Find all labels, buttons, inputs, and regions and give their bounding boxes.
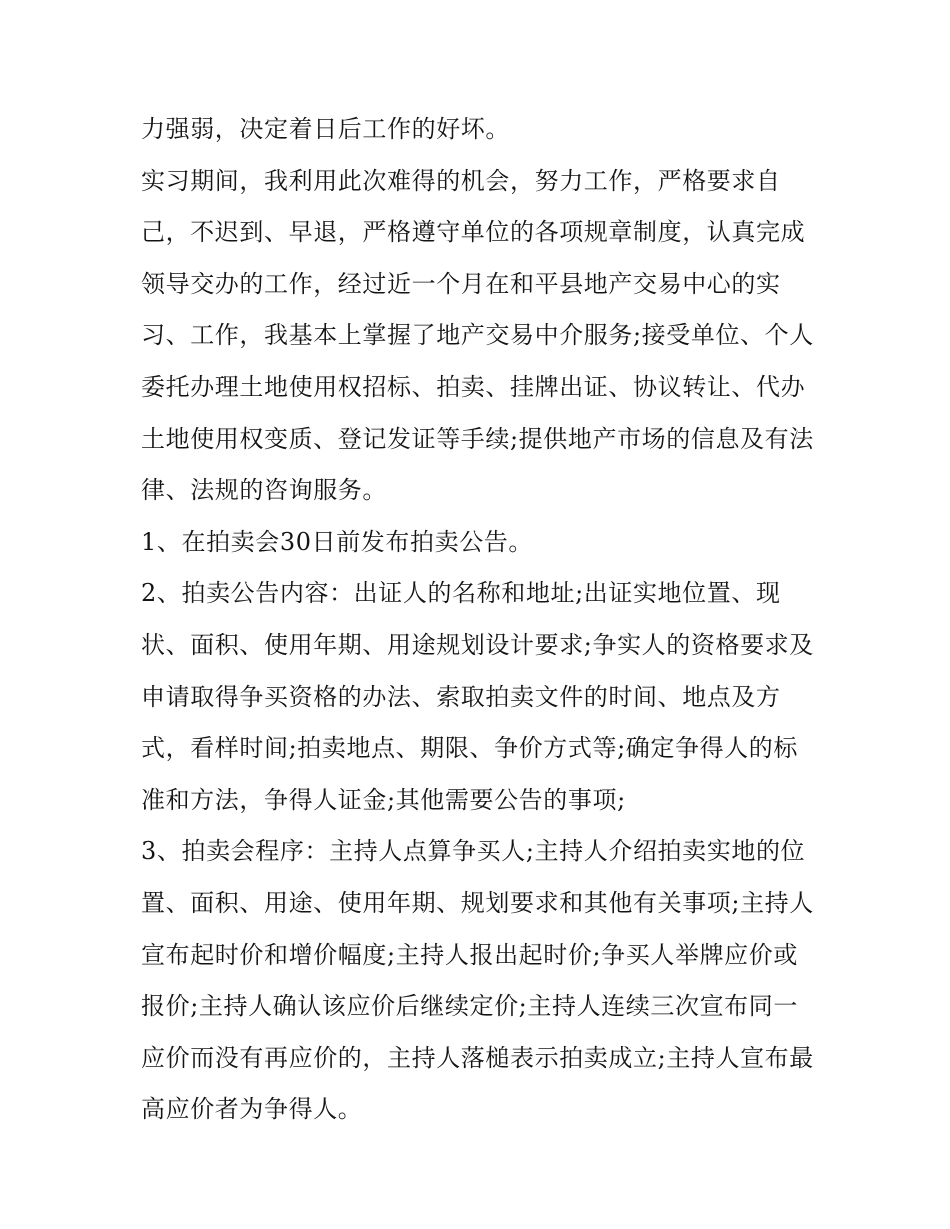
paragraph-internship-summary: 实习期间，我利用此次难得的机会，努力工作，严格要求自己，不迟到、早退，严格遵守单位的各项规章制度，认真完成领导交办的工作，经过近一个月在和平县地产交易中心的实习、工作，我基本上掌握了地产交易中介服务;接受单位、个人委托办理土地使用权招标、拍卖、挂牌出证、协议转让、代办土地使用权变质、登记发证等手续;提供地产市场的信息及有法律、法规的咨询服务。 — [141, 166, 814, 505]
paragraph-item-3: 3、拍卖会程序：主持人点算争买人;主持人介绍拍卖实地的位置、面积、用途、使用年期、规划要求和其他有关事项;主持人宣布起时价和增价幅度;主持人报出起时价;争买人举牌应价或报价;主持人确认该应价后继续定价;主持人连续三次宣布同一应价而没有再应价的，主持人落槌表示拍卖成立;主持人宣布最高应价者为争得人。 — [141, 837, 814, 1124]
paragraph-intro-continuation: 力强弱，决定着日后工作的好坏。 — [141, 115, 510, 143]
document-body — [141, 104, 821, 1136]
paragraph-item-1: 1、在拍卖会30日前发布拍卖公告。 — [141, 527, 534, 556]
paragraph-item-2: 2、拍卖公告内容：出证人的名称和地址;出证实地位置、现状、面积、使用年期、用途规划设计要求;争实人的资格要求及申请取得争买资格的办法、索取拍卖文件的时间、地点及方式，看样时间;拍卖地点、期限、争价方式等;确定争得人的标准和方法，争得人证金;其他需要公告的事项; — [141, 579, 814, 814]
